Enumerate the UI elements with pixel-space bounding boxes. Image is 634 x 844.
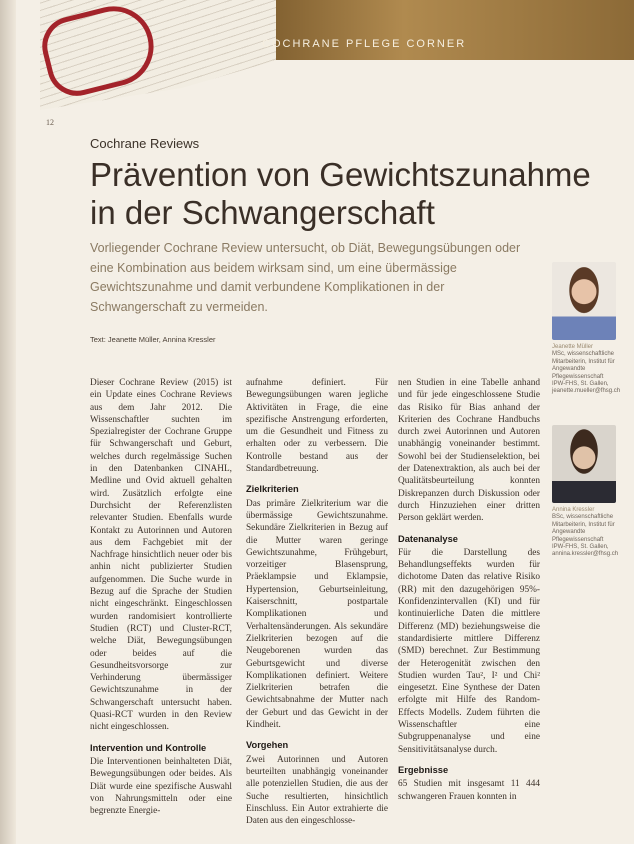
author-box-1: [552, 262, 621, 396]
author-caption: [552, 344, 621, 396]
section-heading-datenanalyse: Datenanalyse: [398, 533, 458, 544]
author-photo: [552, 425, 616, 503]
title-line-1: Prävention von Gewichtszunahme: [90, 156, 591, 193]
section-heading-zielkriterien: Zielkriterien: [246, 484, 299, 495]
article-lead: Vorliegender Cochrane Review untersucht, ob Diät, Bewegungsübungen oder eine Kombination aus beidem wirksam sind, um eine übermässige Gewichtszunahme und damit verbundene Komplikationen in der Schwangerschaft zu vermeiden.: [90, 241, 521, 314]
article-byline: Text: Jeanette Müller, Annina Kressler: [90, 335, 216, 344]
header-band: [250, 0, 634, 60]
paragraph: 65 Studien mit insgesamt 11 444 schwangeren Frauen konnten in: [398, 779, 540, 802]
series-title: COCHRANE PFLEGE CORNER: [262, 38, 467, 50]
paragraph: Für die Darstellung des Behandlungseffekts wurden für dichotome Daten das relative Risiko (RR) mit den dazugehörigen 95%-Konfidenzintervallen (KI) und für kontinuierliche Daten die mittlere Differenz (MD) beziehungsweise die standardisierte mittlere Differenz (SMD) berechnet. Zur Bestimmung der Heterogenität zwischen den Studien wurden Tau², I² und Chi² eingesetzt. Eine Synthese der Daten erfolgte mit Hilfe des Random-Effects Modells. Zudem führten die Wissenschaftler eine Subgruppenanalyse und eine Sensitivitätsanalyse durch.: [398, 547, 540, 755]
author-details: BSc, wissenschaftliche Mitarbeiterin, Institut für Angewandte Pflegewissenschaft IPW-FHS, St. Gallen, annina.kressler@fhsg.ch: [552, 514, 619, 558]
paragraph: Zwei Autorinnen und Autoren beurteilten unabhängig voneinander alle potenziellen Studien, die aus der Suche resultierten, hinsichtlich Einschluss. Ein Autor extrahierte die Daten aus den eingeschlosse-: [246, 754, 388, 827]
paragraph: Die Interventionen beinhalteten Diät, Bewegungsübungen oder beides. Als Diät wurde eine spezifische Auswahl von Nahrungsmitteln oder eine begrenzte Energie-: [90, 756, 232, 817]
section-heading-intervention: Intervention und Kontrolle: [90, 742, 207, 753]
title-line-2: in der Schwangerschaft: [90, 194, 435, 231]
text-column-1: [90, 377, 232, 823]
article-title: [90, 156, 610, 232]
author-caption: [552, 507, 618, 559]
paragraph: aufnahme definiert. Für Bewegungsübungen waren jegliche Aktivitäten in Frage, die eine spezifische Anstrengung erforderten, um die Gesundheit und Fitness zu erhalten oder zu verbessern. Die Kontrolle bestand aus der Standardbetreuung.: [246, 378, 388, 475]
page-binding-shadow: [0, 0, 16, 844]
author-name: Jeanette Müller: [552, 344, 594, 350]
text-column-2: [246, 377, 388, 833]
paragraph: nen Studien in eine Tabelle anhand und für jede eingeschlossene Studie das Risiko für Bias anhand der Kriterien des Cochrane Handbuchs durch zwei Autorinnen und Autoren unabhängig voneinander bestimmt. Sowohl bei der Studienselektion, bei der Datenextraktion, als auch bei der Qualitätsbeurteilung konnten Diskrepanzen durch Diskussion oder durch Hinzuziehen einer dritten Person geklärt werden.: [398, 378, 540, 524]
section-heading-vorgehen: Vorgehen: [246, 740, 289, 751]
article-kicker: Cochrane Reviews: [90, 136, 200, 151]
paragraph: Dieser Cochrane Review (2015) ist ein Update eines Cochrane Reviews aus dem Jahr 2012. Die Wissenschaftler suchten im Spezialregister der Cochrane Gruppe für Schwangerschaft und Geburt, welches durch regelmässige Suchen in den Datenbanken CINAHL, Medline und Ovid aktuell gehalten wird. Zusätzlich erfolgte eine Durchsicht der Referenzlisten relevanter Studien. Ebenfalls wurde Kontakt zu Autorinnen und Autoren aus dem Fachgebiet mit der Nachfrage hinsichtlich neuer oder bis anhin nicht publizierter Studien aufgenommen. Die Suche wurde in Bezug auf die Sprache der Studien nicht eingeschränkt. Eingeschlossen wurden randomisiert kontrollierte Studien (RCT) und Cluster-RCT, welche Diät, Bewegungsübungen oder beides auf die Gesundheitsvorsorge zur Verhinderung übermässiger Gewichtszunahme in der Schwangerschaft untersucht haben. Quasi-RCT wurden in den Review nicht eingeschlossen.: [90, 378, 232, 733]
author-details: MSc, wissenschaftliche Mitarbeiterin, Institut für Angewandte Pflegewissenschaft IPW-FHS, St. Gallen, jeanette.mueller@fhsg.ch: [552, 351, 621, 395]
author-box-2: [552, 425, 618, 559]
author-photo: [552, 262, 616, 340]
text-column-3: [398, 377, 540, 809]
page-number: 12: [46, 118, 54, 127]
paragraph: Das primäre Zielkriterium war die übermässige Gewichtszunahme. Sekundäre Zielkriterien in Bezug auf die Mutter waren geringe Gewichtszunahme, Frühgeburt, vorzeitiger Blasensprung, Präeklampsie und Eklampsie, Hypertension, Geburtseinleitung, Kaiserschnitt, postpartale Komplikationen und Verhaltensänderungen. Als sekundäre Zielkriterien bezogen auf die Neugeborenen wurden das Geburtsgewicht und diverse Komplikationen definiert. Weitere Zielkriterien betrafen die Gewichtsabnahme der Mutter nach der Geburt und das Gewicht in der Kindheit.: [246, 498, 388, 731]
section-heading-ergebnisse: Ergebnisse: [398, 764, 449, 775]
author-name: Annina Kressler: [552, 507, 595, 513]
